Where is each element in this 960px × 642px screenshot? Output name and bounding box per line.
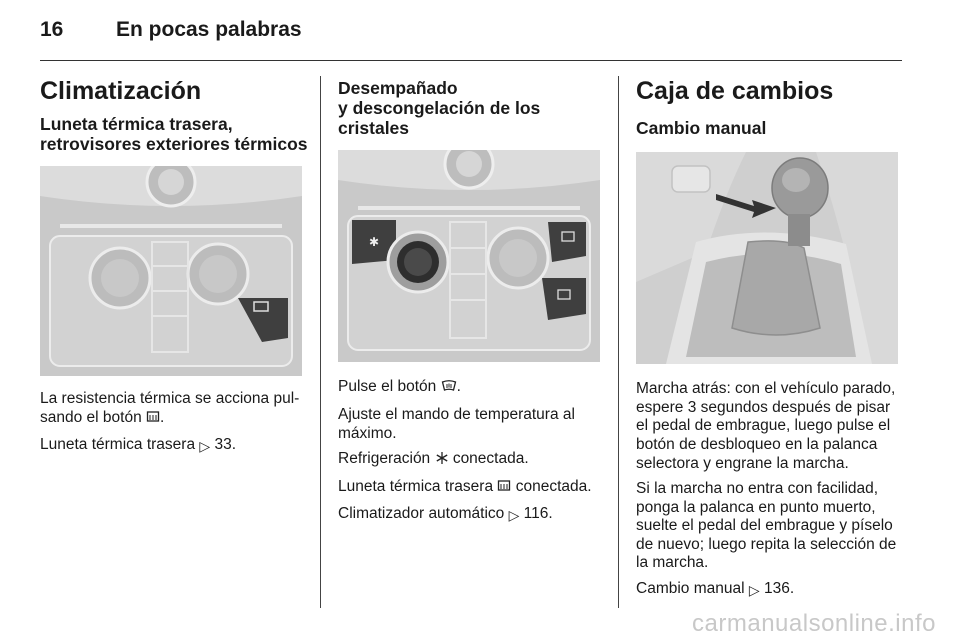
defrost-panel-illustration [338, 150, 600, 362]
subheading-rear-window-heater: Luneta térmica trasera, retrovisores exteriores térmicos [40, 114, 308, 155]
para-rear-heater-activation: La resistencia térmica se acciona pul-sando el botón . [40, 390, 308, 429]
para-ac-on: Refrigeración conectada. [338, 450, 604, 471]
para-rear-heater-on: Luneta térmica trasera conectada. [338, 478, 604, 499]
page-section-title: En pocas palabras [116, 18, 302, 41]
page-ref-link-33[interactable]: 33. [214, 436, 237, 454]
column-gearbox [636, 70, 904, 606]
para-gear-not-engaging: Si la marcha no entra con facilidad, ponga la palanca en punto muerto, suelte el pedal del embrague y píselo de nuevo; luego repita la selección de la marcha. [636, 480, 897, 572]
column-climate [40, 70, 308, 462]
page-reference-arrow-icon: ▷ [508, 507, 520, 524]
rear-window-heater-icon [497, 479, 511, 499]
column-divider-2 [618, 76, 619, 608]
page-reference-arrow-icon: ▷ [748, 582, 760, 599]
page-reference-arrow-icon: ▷ [199, 438, 211, 455]
page-ref-link-116[interactable]: 116. [523, 505, 553, 523]
heading-defrost: Desempañado y descongelación de los cristales [338, 78, 541, 139]
column-defrost [338, 70, 604, 531]
section-heading-caja-de-cambios: Caja de cambios [636, 77, 834, 105]
para-press-defrost-button: Pulse el botón . [338, 378, 604, 399]
gear-lever-illustration [636, 152, 898, 364]
para-manual-transmission-reference: Cambio manual ▷ 136. [636, 580, 795, 599]
para-auto-climate-reference: Climatizador automático ▷ 116. [338, 505, 553, 524]
page-number: 16 [40, 18, 64, 41]
para-rear-heater-reference: Luneta térmica trasera ▷ 33. [40, 436, 237, 455]
page-ref-link-136[interactable]: 136. [763, 580, 795, 598]
windshield-defrost-icon [441, 379, 457, 399]
watermark: carmanualsonline.info [692, 610, 936, 637]
para-temperature-max: Ajuste el mando de temperatura al máximo. [338, 405, 575, 442]
rear-window-heater-icon [146, 410, 160, 430]
svg-text:✱: ✱ [368, 235, 380, 250]
snowflake-icon [435, 451, 449, 471]
climate-panel-illustration [40, 166, 302, 376]
subheading-manual-transmission: Cambio manual [636, 118, 767, 138]
para-reverse-gear: Marcha atrás: con el vehículo parado, espere 3 segundos después de pisar el pedal de embrague, luego pulse el botón de desbloqueo en la palanca selectora y engrane la marcha. [636, 380, 896, 472]
section-heading-climatizacion: Climatización [40, 77, 202, 105]
column-divider-1 [320, 76, 321, 608]
header-rule [40, 60, 902, 61]
